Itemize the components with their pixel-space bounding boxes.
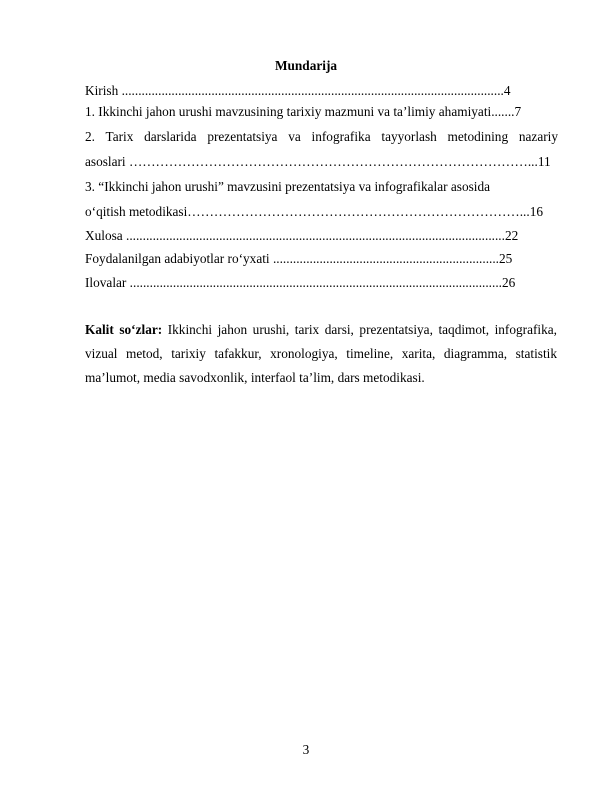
toc-title: Mundarija — [274, 58, 338, 73]
toc-entry-chapter-3-line-1: 3. “Ikkinchi jahon urushi” mavzusini prezentatsiya va infografikalar asosida — [85, 179, 491, 194]
toc-entry-ilovalar: Ilovalar ................................................................................................................26 — [85, 275, 516, 290]
page-number: 3 — [302, 742, 310, 757]
keywords-paragraph — [85, 318, 557, 390]
keywords-label: Kalit so‘zlar: — [85, 322, 163, 337]
toc-entry-chapter-3-line-2: o‘qitish metodikasi…………………………………………………………………...16 — [85, 204, 543, 219]
keywords-text: Ikkinchi jahon urushi, tarix darsi, prezentatsiya, taqdimot, infografika, vizual metod, tarixiy tafakkur, xronologiya, timeline, xarita, diagramma, statistik ma’lumot, media savodxonlik, interfaol ta’lim, dars metodikasi. — [85, 322, 557, 385]
toc-entry-adabiyotlar: Foydalanilgan adabiyotlar ro‘yxati ....................................................................25 — [85, 251, 513, 266]
toc-entry-xulosa: Xulosa ..................................................................................................................22 — [85, 228, 519, 243]
toc-entry-kirish: Kirish ...................................................................................................................4 — [85, 83, 511, 98]
toc-entry-chapter-2-line-1: 2. Tarix darslarida prezentatsiya va infografika tayyorlash metodining nazariy — [85, 129, 558, 144]
toc-entry-chapter-2-line-2: asoslari ………………………………………………………………………………...11 — [85, 154, 551, 169]
toc-entry-chapter-1: 1. Ikkinchi jahon urushi mavzusining tarixiy mazmuni va ta’limiy ahamiyati.......7 — [85, 104, 522, 119]
